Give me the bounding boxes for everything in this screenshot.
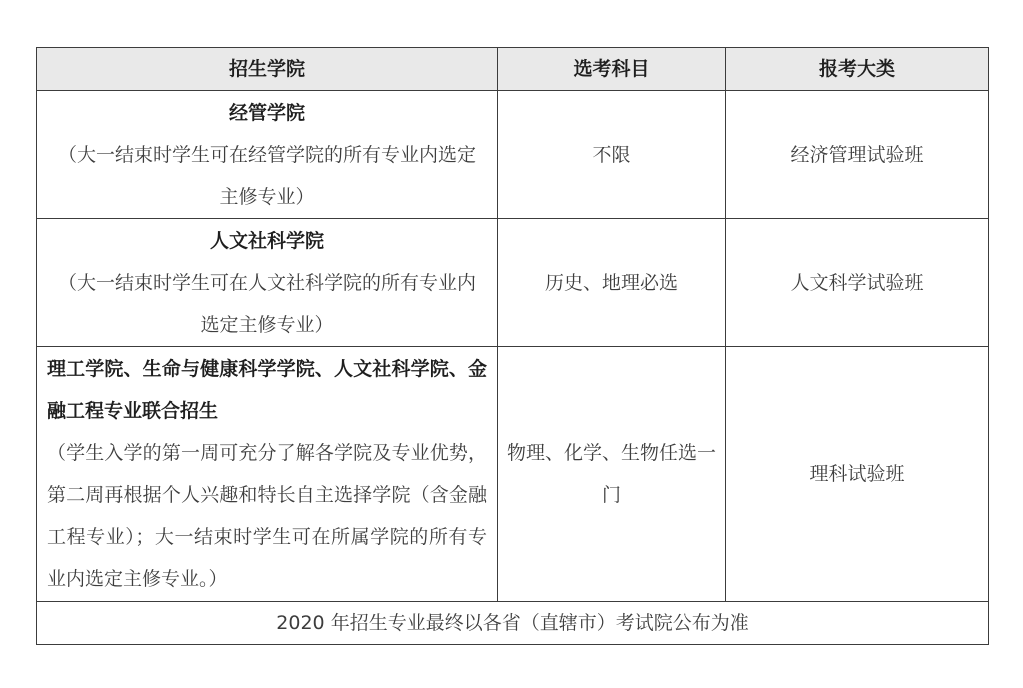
college-cell	[37, 219, 498, 347]
college-cell	[37, 347, 498, 602]
subjects-cell	[498, 347, 726, 602]
table-row	[37, 219, 989, 347]
subjects-cell: 历史、地理必选	[498, 219, 726, 347]
college-desc: （大一结束时学生可在人文社科学院的所有专业内选定主修专业）	[57, 271, 476, 336]
table-row	[37, 347, 989, 602]
category-cell: 经济管理试验班	[726, 91, 989, 219]
admission-table	[36, 47, 989, 645]
college-title: 理工学院、生命与健康科学学院、人文社科学院、金融工程专业联合招生	[47, 358, 487, 422]
college-desc: （大一结束时学生可在经管学院的所有专业内选定主修专业）	[57, 143, 476, 208]
college-title: 经管学院	[228, 101, 305, 124]
header-college: 招生学院	[37, 48, 498, 91]
note-row	[37, 602, 989, 645]
college-cell	[37, 91, 498, 219]
subjects-text: 物理、化学、生物任选一门	[506, 442, 716, 506]
subjects-cell: 不限	[498, 91, 726, 219]
college-title: 人文社科学院	[209, 229, 324, 252]
table-row	[37, 91, 989, 219]
category-cell: 人文科学试验班	[726, 219, 989, 347]
note-text: 2020 年招生专业最终以各省（直辖市）考试院公布为准	[37, 602, 989, 645]
college-desc: （学生入学的第一周可充分了解各学院及专业优势，第二周再根据个人兴趣和特长自主选择学院（含金融工程专业）；大一结束时学生可在所属学院的所有专业内选定主修专业。）	[47, 442, 487, 590]
table-header-row	[37, 48, 989, 91]
category-cell: 理科试验班	[726, 347, 989, 602]
header-subjects: 选考科目	[498, 48, 726, 91]
header-category: 报考大类	[726, 48, 989, 91]
